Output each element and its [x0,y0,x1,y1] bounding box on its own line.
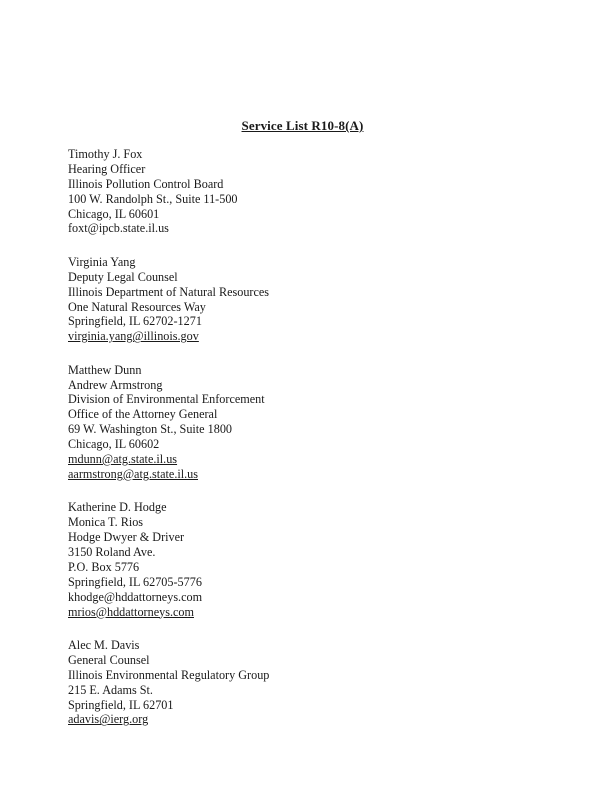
contact-name: Monica T. Rios [68,515,144,530]
contact-name: Matthew Dunn [68,362,142,377]
po-box: P.O. Box 5776 [68,559,140,574]
service-entry [68,363,488,482]
contact-name: Alec M. Davis [68,637,140,652]
service-list [68,147,488,746]
organization: Hodge Dwyer & Driver [68,530,185,545]
organization: Illinois Department of Natural Resources [68,284,270,299]
organization-division: Division of Environmental Enforcement [68,392,265,407]
city-state-zip: Springfield, IL 62702-1271 [68,314,202,329]
street-address: 69 W. Washington St., Suite 1800 [68,422,233,437]
service-entry [68,147,488,236]
email-link[interactable]: aarmstrong@atg.state.il.us [68,466,199,481]
email-link[interactable]: mrios@hddattorneys.com [68,604,194,619]
contact-title: Deputy Legal Counsel [68,269,178,284]
service-entry [68,500,488,619]
city-state-zip: Chicago, IL 60601 [68,206,160,221]
street-address: One Natural Resources Way [68,299,206,314]
contact-title: Hearing Officer [68,161,146,176]
page-title: Service List R10-8(A) [241,118,364,133]
street-address: 100 W. Randolph St., Suite 11-500 [68,191,238,206]
street-address: 3150 Roland Ave. [68,544,156,559]
contact-name: Virginia Yang [68,254,136,269]
email-link[interactable]: virginia.yang@illinois.gov [68,329,199,344]
organization: Office of the Attorney General [68,407,218,422]
service-entry [68,255,488,344]
email-link[interactable]: adavis@ierg.org [68,712,149,727]
organization: Illinois Environmental Regulatory Group [68,667,270,682]
email-link[interactable]: mdunn@atg.state.il.us [68,452,178,467]
service-entry [68,638,488,727]
city-state-zip: Springfield, IL 62705-5776 [68,574,202,589]
contact-title: General Counsel [68,652,150,667]
street-address: 215 E. Adams St. [68,682,153,697]
city-state-zip: Springfield, IL 62701 [68,697,174,712]
contact-name: Andrew Armstrong [68,377,163,392]
email-text: foxt@ipcb.state.il.us [68,221,169,236]
email-text: khodge@hddattorneys.com [68,589,203,604]
organization: Illinois Pollution Control Board [68,176,224,191]
contact-name: Katherine D. Hodge [68,500,167,515]
city-state-zip: Chicago, IL 60602 [68,437,160,452]
contact-name: Timothy J. Fox [68,147,143,161]
